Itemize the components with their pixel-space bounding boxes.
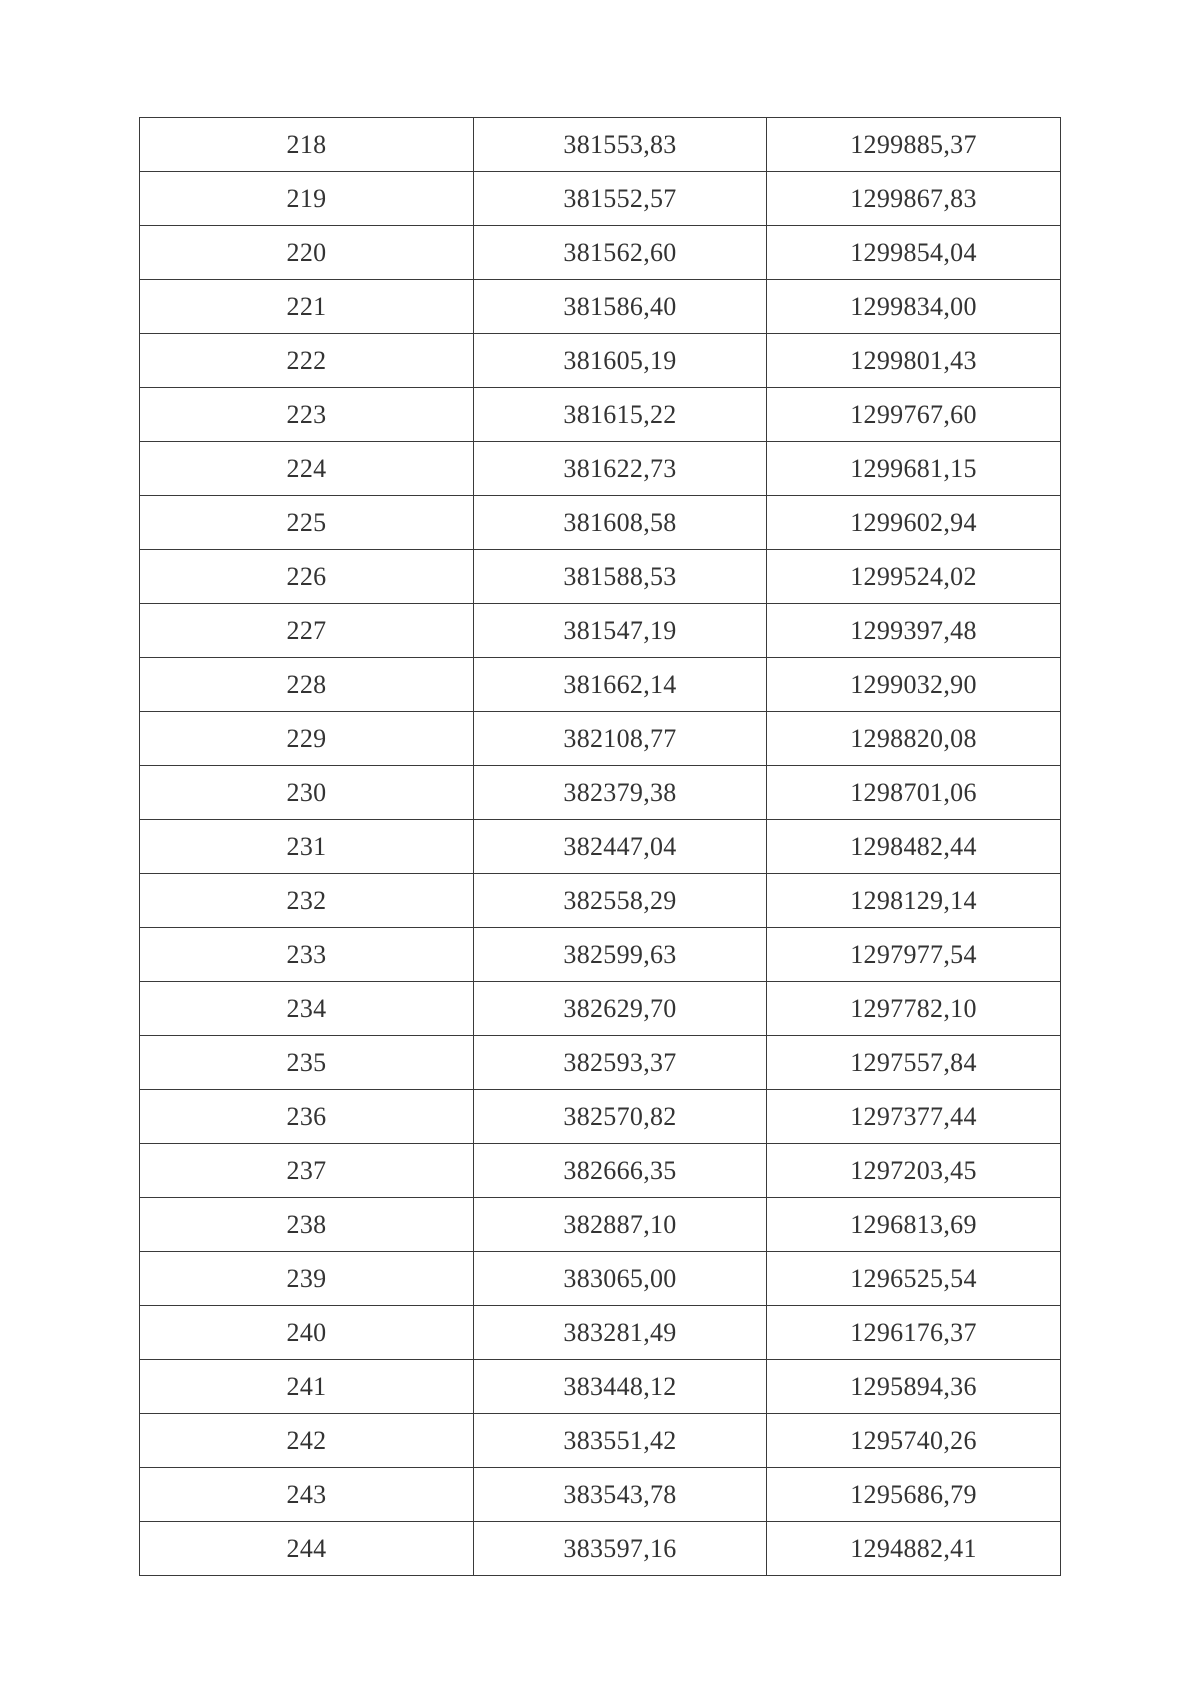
point-number-cell: 227 (140, 604, 474, 658)
table-row (140, 1522, 1061, 1576)
table-row (140, 280, 1061, 334)
x-coordinate-cell: 382379,38 (474, 766, 767, 820)
point-number-cell: 230 (140, 766, 474, 820)
x-coordinate-cell: 382887,10 (474, 1198, 767, 1252)
y-coordinate-cell: 1298701,06 (767, 766, 1061, 820)
y-coordinate-cell: 1299801,43 (767, 334, 1061, 388)
x-coordinate-cell: 381615,22 (474, 388, 767, 442)
table-row (140, 1306, 1061, 1360)
point-number-cell: 241 (140, 1360, 474, 1414)
x-coordinate-cell: 381562,60 (474, 226, 767, 280)
y-coordinate-cell: 1298129,14 (767, 874, 1061, 928)
x-coordinate-cell: 382558,29 (474, 874, 767, 928)
point-number-cell: 242 (140, 1414, 474, 1468)
x-coordinate-cell: 383551,42 (474, 1414, 767, 1468)
point-number-cell: 222 (140, 334, 474, 388)
table-row (140, 1036, 1061, 1090)
point-number-cell: 229 (140, 712, 474, 766)
x-coordinate-cell: 381608,58 (474, 496, 767, 550)
point-number-cell: 224 (140, 442, 474, 496)
x-coordinate-cell: 382108,77 (474, 712, 767, 766)
point-number-cell: 231 (140, 820, 474, 874)
point-number-cell: 240 (140, 1306, 474, 1360)
table-row (140, 712, 1061, 766)
y-coordinate-cell: 1296525,54 (767, 1252, 1061, 1306)
table-row (140, 1144, 1061, 1198)
point-number-cell: 238 (140, 1198, 474, 1252)
table-row (140, 604, 1061, 658)
table-row (140, 118, 1061, 172)
point-number-cell: 218 (140, 118, 474, 172)
table-row (140, 1198, 1061, 1252)
table-row (140, 226, 1061, 280)
table-row (140, 928, 1061, 982)
y-coordinate-cell: 1296813,69 (767, 1198, 1061, 1252)
y-coordinate-cell: 1297782,10 (767, 982, 1061, 1036)
y-coordinate-cell: 1296176,37 (767, 1306, 1061, 1360)
table-row (140, 550, 1061, 604)
x-coordinate-cell: 382599,63 (474, 928, 767, 982)
x-coordinate-cell: 383597,16 (474, 1522, 767, 1576)
x-coordinate-cell: 383065,00 (474, 1252, 767, 1306)
y-coordinate-cell: 1298820,08 (767, 712, 1061, 766)
x-coordinate-cell: 382666,35 (474, 1144, 767, 1198)
point-number-cell: 220 (140, 226, 474, 280)
y-coordinate-cell: 1298482,44 (767, 820, 1061, 874)
table-row (140, 1360, 1061, 1414)
x-coordinate-cell: 382593,37 (474, 1036, 767, 1090)
point-number-cell: 235 (140, 1036, 474, 1090)
x-coordinate-cell: 381553,83 (474, 118, 767, 172)
y-coordinate-cell: 1295740,26 (767, 1414, 1061, 1468)
y-coordinate-cell: 1297377,44 (767, 1090, 1061, 1144)
y-coordinate-cell: 1299867,83 (767, 172, 1061, 226)
x-coordinate-cell: 381605,19 (474, 334, 767, 388)
table-row (140, 172, 1061, 226)
x-coordinate-cell: 382570,82 (474, 1090, 767, 1144)
point-number-cell: 232 (140, 874, 474, 928)
y-coordinate-cell: 1299602,94 (767, 496, 1061, 550)
table-row (140, 766, 1061, 820)
table-row (140, 1468, 1061, 1522)
coordinates-table (139, 117, 1061, 1576)
x-coordinate-cell: 381622,73 (474, 442, 767, 496)
x-coordinate-cell: 383543,78 (474, 1468, 767, 1522)
x-coordinate-cell: 381588,53 (474, 550, 767, 604)
x-coordinate-cell: 382629,70 (474, 982, 767, 1036)
table-row (140, 820, 1061, 874)
y-coordinate-cell: 1294882,41 (767, 1522, 1061, 1576)
point-number-cell: 234 (140, 982, 474, 1036)
table-row (140, 874, 1061, 928)
coordinates-table-body (140, 118, 1061, 1576)
y-coordinate-cell: 1297977,54 (767, 928, 1061, 982)
x-coordinate-cell: 381552,57 (474, 172, 767, 226)
table-row (140, 388, 1061, 442)
point-number-cell: 226 (140, 550, 474, 604)
point-number-cell: 219 (140, 172, 474, 226)
x-coordinate-cell: 382447,04 (474, 820, 767, 874)
y-coordinate-cell: 1299834,00 (767, 280, 1061, 334)
point-number-cell: 239 (140, 1252, 474, 1306)
y-coordinate-cell: 1297557,84 (767, 1036, 1061, 1090)
point-number-cell: 223 (140, 388, 474, 442)
x-coordinate-cell: 383281,49 (474, 1306, 767, 1360)
y-coordinate-cell: 1299524,02 (767, 550, 1061, 604)
y-coordinate-cell: 1297203,45 (767, 1144, 1061, 1198)
y-coordinate-cell: 1299397,48 (767, 604, 1061, 658)
point-number-cell: 243 (140, 1468, 474, 1522)
point-number-cell: 221 (140, 280, 474, 334)
table-row (140, 1090, 1061, 1144)
y-coordinate-cell: 1299767,60 (767, 388, 1061, 442)
table-row (140, 658, 1061, 712)
x-coordinate-cell: 381586,40 (474, 280, 767, 334)
table-row (140, 1252, 1061, 1306)
x-coordinate-cell: 383448,12 (474, 1360, 767, 1414)
y-coordinate-cell: 1299032,90 (767, 658, 1061, 712)
point-number-cell: 233 (140, 928, 474, 982)
point-number-cell: 228 (140, 658, 474, 712)
point-number-cell: 225 (140, 496, 474, 550)
y-coordinate-cell: 1295894,36 (767, 1360, 1061, 1414)
table-row (140, 496, 1061, 550)
x-coordinate-cell: 381662,14 (474, 658, 767, 712)
y-coordinate-cell: 1299885,37 (767, 118, 1061, 172)
y-coordinate-cell: 1299854,04 (767, 226, 1061, 280)
table-row (140, 982, 1061, 1036)
point-number-cell: 244 (140, 1522, 474, 1576)
point-number-cell: 236 (140, 1090, 474, 1144)
table-row (140, 334, 1061, 388)
table-row (140, 442, 1061, 496)
point-number-cell: 237 (140, 1144, 474, 1198)
y-coordinate-cell: 1299681,15 (767, 442, 1061, 496)
table-row (140, 1414, 1061, 1468)
x-coordinate-cell: 381547,19 (474, 604, 767, 658)
y-coordinate-cell: 1295686,79 (767, 1468, 1061, 1522)
